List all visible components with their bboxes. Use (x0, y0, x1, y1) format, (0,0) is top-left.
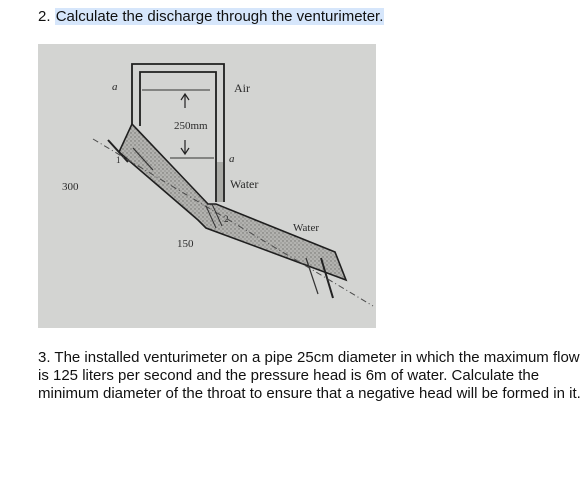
question-2 (38, 8, 384, 26)
label-a-left: a (112, 81, 118, 93)
label-300: 300 (62, 181, 79, 193)
water-column-right (217, 162, 223, 202)
label-250mm: 250mm (174, 120, 208, 132)
label-air: Air (234, 81, 250, 95)
label-a-right: a (229, 153, 235, 165)
question-3: 3. The installed venturimeter on a pipe 25cm diameter in which the maximum flow is 125 liters per second and the pressure head is 6m of water. Calculate the minimum diameter of the throat to ensure that a negative head will be formed in it. (38, 349, 581, 402)
label-point-1: 1 (116, 155, 121, 165)
venturimeter-figure (38, 44, 376, 328)
question-2-text: Calculate the discharge through the venturimeter. (55, 8, 384, 25)
venturi-pipe (119, 124, 346, 280)
label-water-manometer: Water (230, 177, 259, 191)
label-water-pipe: Water (293, 222, 319, 234)
question-2-number: 2. (38, 8, 51, 25)
label-150: 150 (177, 238, 194, 250)
venturimeter-diagram (38, 44, 376, 328)
label-point-2: 2 (224, 214, 229, 224)
